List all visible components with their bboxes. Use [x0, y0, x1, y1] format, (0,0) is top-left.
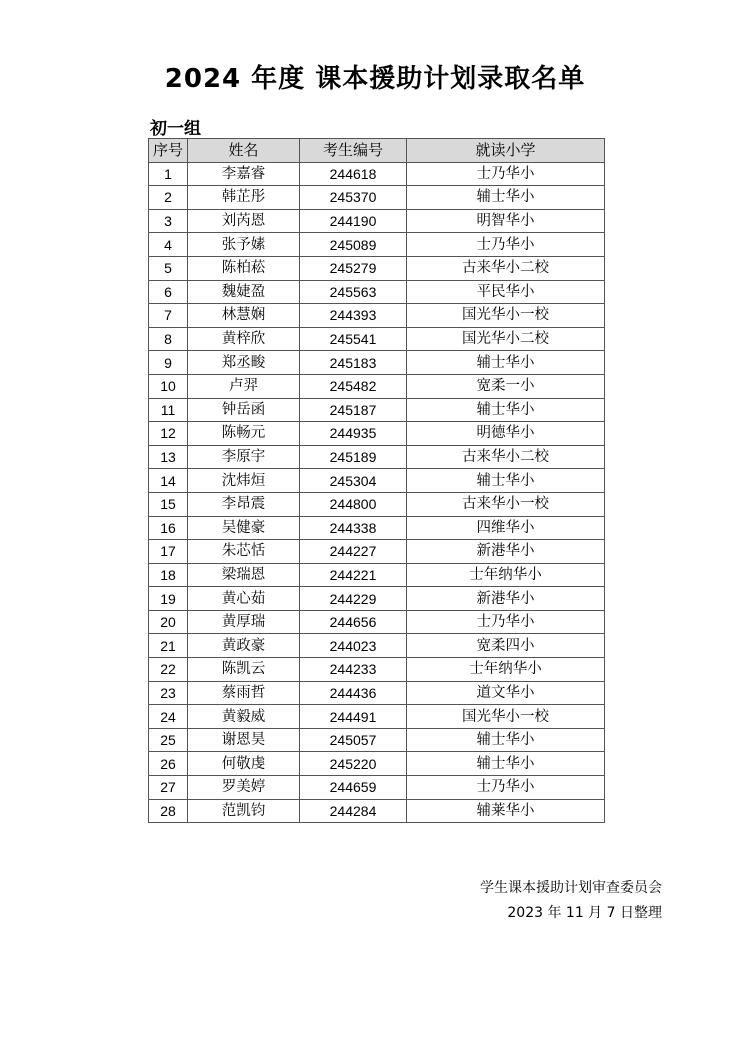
- footer-organization: 学生课本援助计划审查委员会: [480, 880, 662, 896]
- table-row: [149, 705, 605, 729]
- student-name: 谢恩昊: [188, 728, 300, 752]
- row-index: 25: [149, 728, 188, 752]
- candidate-id: 244229: [300, 587, 407, 611]
- school-name: 道文华小: [407, 681, 605, 705]
- student-name: 刘芮恩: [188, 209, 300, 233]
- school-name: 宽柔一小: [407, 374, 605, 398]
- row-index: 22: [149, 658, 188, 682]
- row-index: 13: [149, 445, 188, 469]
- candidate-id: 245304: [300, 469, 407, 493]
- candidate-id: 244393: [300, 304, 407, 328]
- candidate-id: 244221: [300, 563, 407, 587]
- header-candidate-id: 考生编号: [300, 139, 407, 163]
- student-name: 黄政豪: [188, 634, 300, 658]
- table-row: [149, 398, 605, 422]
- table-row: [149, 327, 605, 351]
- school-name: 士乃华小: [407, 776, 605, 800]
- table-row: [149, 469, 605, 493]
- table-row: [149, 540, 605, 564]
- table-row: [149, 799, 605, 823]
- candidate-id: 244233: [300, 658, 407, 682]
- table-row: [149, 634, 605, 658]
- school-name: 士乃华小: [407, 233, 605, 257]
- row-index: 26: [149, 752, 188, 776]
- row-index: 17: [149, 540, 188, 564]
- candidate-id: 245220: [300, 752, 407, 776]
- table-row: [149, 681, 605, 705]
- row-index: 3: [149, 209, 188, 233]
- page-title: 2024 年度 课本援助计划录取名单: [164, 64, 586, 94]
- school-name: 古来华小二校: [407, 256, 605, 280]
- table-row: [149, 752, 605, 776]
- candidate-id: 245482: [300, 374, 407, 398]
- table-row: [149, 256, 605, 280]
- row-index: 9: [149, 351, 188, 375]
- candidate-id: 245370: [300, 186, 407, 210]
- school-name: 辅士华小: [407, 186, 605, 210]
- candidate-id: 245057: [300, 728, 407, 752]
- candidate-id: 244618: [300, 162, 407, 186]
- student-name: 范凯钧: [188, 799, 300, 823]
- row-index: 7: [149, 304, 188, 328]
- row-index: 23: [149, 681, 188, 705]
- student-name: 黄心茹: [188, 587, 300, 611]
- header-name: 姓名: [188, 139, 300, 163]
- table-row: [149, 658, 605, 682]
- school-name: 辅士华小: [407, 752, 605, 776]
- candidate-id: 244659: [300, 776, 407, 800]
- candidate-id: 244023: [300, 634, 407, 658]
- school-name: 辅士华小: [407, 398, 605, 422]
- table-row: [149, 374, 605, 398]
- table-header-row: [149, 139, 605, 163]
- candidate-id: 244190: [300, 209, 407, 233]
- admission-table: [148, 138, 605, 823]
- student-name: 黄梓欣: [188, 327, 300, 351]
- row-index: 24: [149, 705, 188, 729]
- candidate-id: 244491: [300, 705, 407, 729]
- school-name: 新港华小: [407, 540, 605, 564]
- table-row: [149, 587, 605, 611]
- student-name: 黄毅威: [188, 705, 300, 729]
- school-name: 士年纳华小: [407, 658, 605, 682]
- student-name: 陈柏菘: [188, 256, 300, 280]
- school-name: 士年纳华小: [407, 563, 605, 587]
- row-index: 27: [149, 776, 188, 800]
- table-row: [149, 492, 605, 516]
- row-index: 14: [149, 469, 188, 493]
- row-index: 19: [149, 587, 188, 611]
- student-name: 李昂震: [188, 492, 300, 516]
- table-row: [149, 776, 605, 800]
- school-name: 平民华小: [407, 280, 605, 304]
- student-name: 朱芯恬: [188, 540, 300, 564]
- row-index: 20: [149, 610, 188, 634]
- student-name: 张予嫊: [188, 233, 300, 257]
- candidate-id: 244338: [300, 516, 407, 540]
- candidate-id: 245189: [300, 445, 407, 469]
- school-name: 辅士华小: [407, 728, 605, 752]
- school-name: 古来华小一校: [407, 492, 605, 516]
- school-name: 辅莱华小: [407, 799, 605, 823]
- table-row: [149, 728, 605, 752]
- school-name: 宽柔四小: [407, 634, 605, 658]
- table-row: [149, 610, 605, 634]
- school-name: 士乃华小: [407, 610, 605, 634]
- candidate-id: 244656: [300, 610, 407, 634]
- student-name: 郑丞畯: [188, 351, 300, 375]
- table-row: [149, 563, 605, 587]
- student-name: 陈凯云: [188, 658, 300, 682]
- student-name: 李原宇: [188, 445, 300, 469]
- table-row: [149, 209, 605, 233]
- row-index: 18: [149, 563, 188, 587]
- student-name: 吴健豪: [188, 516, 300, 540]
- row-index: 5: [149, 256, 188, 280]
- candidate-id: 245563: [300, 280, 407, 304]
- row-index: 4: [149, 233, 188, 257]
- footer-date: 2023 年 11 月 7 日整理: [507, 905, 662, 921]
- candidate-id: 244935: [300, 422, 407, 446]
- row-index: 21: [149, 634, 188, 658]
- student-name: 黄厚瑞: [188, 610, 300, 634]
- student-name: 罗美婷: [188, 776, 300, 800]
- student-name: 陈畅元: [188, 422, 300, 446]
- candidate-id: 244436: [300, 681, 407, 705]
- row-index: 12: [149, 422, 188, 446]
- student-name: 沈炜烜: [188, 469, 300, 493]
- candidate-id: 244284: [300, 799, 407, 823]
- header-index: 序号: [149, 139, 188, 163]
- candidate-id: 245541: [300, 327, 407, 351]
- candidate-id: 245183: [300, 351, 407, 375]
- row-index: 10: [149, 374, 188, 398]
- school-name: 古来华小二校: [407, 445, 605, 469]
- school-name: 四维华小: [407, 516, 605, 540]
- row-index: 11: [149, 398, 188, 422]
- row-index: 28: [149, 799, 188, 823]
- table-row: [149, 233, 605, 257]
- school-name: 国光华小一校: [407, 705, 605, 729]
- table-row: [149, 162, 605, 186]
- school-name: 新港华小: [407, 587, 605, 611]
- student-name: 卢羿: [188, 374, 300, 398]
- school-name: 士乃华小: [407, 162, 605, 186]
- candidate-id: 244227: [300, 540, 407, 564]
- row-index: 15: [149, 492, 188, 516]
- row-index: 1: [149, 162, 188, 186]
- student-name: 魏婕盈: [188, 280, 300, 304]
- row-index: 2: [149, 186, 188, 210]
- student-name: 梁瑞恩: [188, 563, 300, 587]
- row-index: 8: [149, 327, 188, 351]
- student-name: 钟岳函: [188, 398, 300, 422]
- header-school: 就读小学: [407, 139, 605, 163]
- school-name: 辅士华小: [407, 469, 605, 493]
- school-name: 国光华小二校: [407, 327, 605, 351]
- school-name: 明智华小: [407, 209, 605, 233]
- table-row: [149, 280, 605, 304]
- student-name: 蔡雨哲: [188, 681, 300, 705]
- group-label: 初一组: [150, 119, 201, 139]
- school-name: 明德华小: [407, 422, 605, 446]
- student-name: 林慧娴: [188, 304, 300, 328]
- school-name: 国光华小一校: [407, 304, 605, 328]
- table-row: [149, 351, 605, 375]
- student-name: 何敬虔: [188, 752, 300, 776]
- table-row: [149, 304, 605, 328]
- candidate-id: 244800: [300, 492, 407, 516]
- school-name: 辅士华小: [407, 351, 605, 375]
- candidate-id: 245187: [300, 398, 407, 422]
- student-name: 李嘉睿: [188, 162, 300, 186]
- row-index: 16: [149, 516, 188, 540]
- candidate-id: 245279: [300, 256, 407, 280]
- table-row: [149, 445, 605, 469]
- table-row: [149, 186, 605, 210]
- row-index: 6: [149, 280, 188, 304]
- table-row: [149, 516, 605, 540]
- student-name: 韩芷彤: [188, 186, 300, 210]
- table-row: [149, 422, 605, 446]
- candidate-id: 245089: [300, 233, 407, 257]
